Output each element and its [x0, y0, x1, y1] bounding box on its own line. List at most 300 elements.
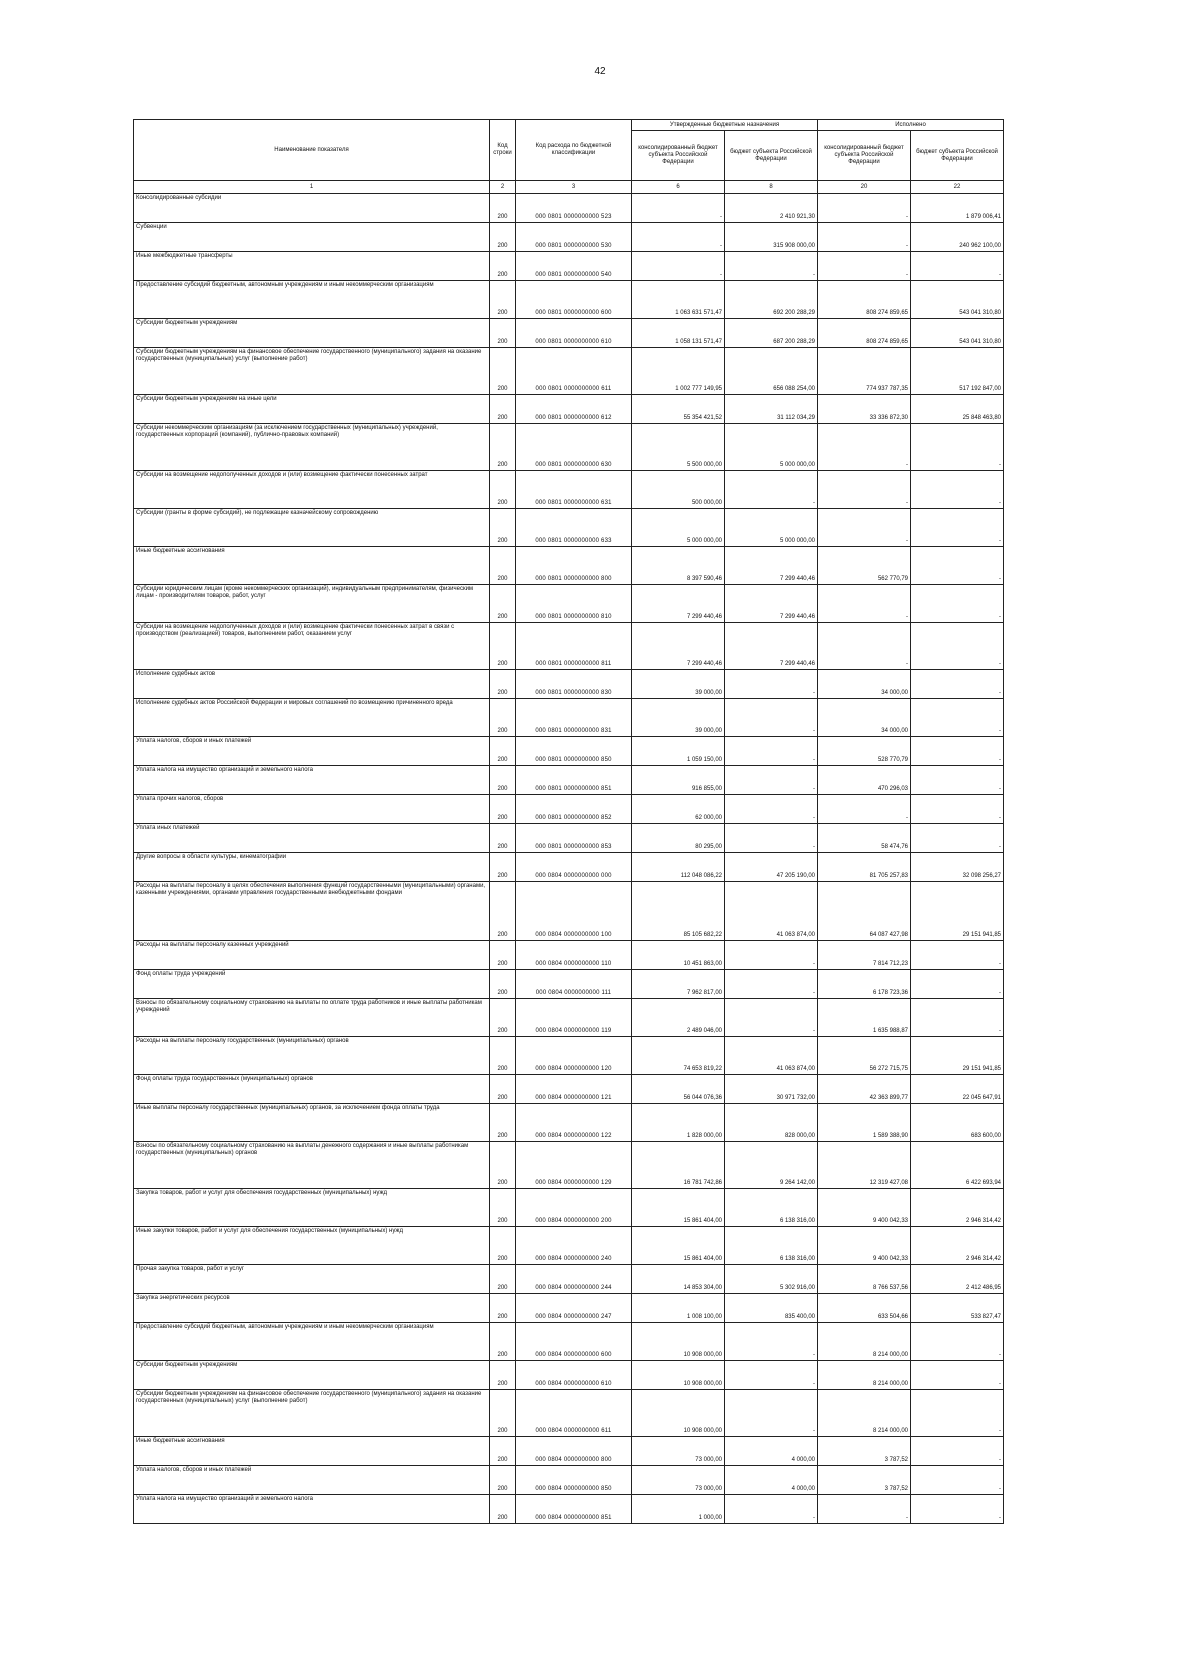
row-code-cell: 200	[490, 970, 516, 999]
budget-code-cell: 000 0804 0000000000 111	[516, 970, 632, 999]
indicator-name-cell: Иные выплаты персоналу государственных (муниципальных) органов, за исключением фонда оплаты труда	[134, 1104, 490, 1142]
indicator-name-cell: Предоставление субсидий бюджетным, автономным учреждениям и иным некоммерческим организациям	[134, 281, 490, 319]
executed-subject-cell: 517 192 847,00	[911, 348, 1004, 395]
executed-consolidated-cell: 12 319 427,08	[818, 1142, 911, 1189]
table-row	[134, 1323, 1004, 1361]
approved-consolidated-cell: -	[632, 194, 725, 223]
indicator-name-cell: Консолидированные субсидии	[134, 194, 490, 223]
approved-subject-cell: 47 205 190,00	[725, 853, 818, 882]
executed-consolidated-cell: -	[818, 509, 911, 547]
header-approved-group: Утвержденные бюджетные назначения	[632, 120, 818, 131]
executed-consolidated-cell: 3 787,52	[818, 1466, 911, 1495]
executed-subject-cell: -	[911, 1323, 1004, 1361]
table-row	[134, 1437, 1004, 1466]
executed-subject-cell: 1 879 006,41	[911, 194, 1004, 223]
row-code-cell: 200	[490, 1037, 516, 1075]
approved-subject-cell: -	[725, 1390, 818, 1437]
indicator-name-cell: Субсидии юридическим лицам (кроме некоммерческих организаций), индивидуальным предпринимателям, физическим лицам - производителям товаров, работ, услуг	[134, 585, 490, 623]
executed-subject-cell: -	[911, 1390, 1004, 1437]
approved-subject-cell: 30 971 732,00	[725, 1075, 818, 1104]
approved-subject-cell: 5 302 916,00	[725, 1265, 818, 1294]
approved-subject-cell: -	[725, 999, 818, 1037]
budget-code-cell: 000 0804 0000000000 611	[516, 1390, 632, 1437]
indicator-name-cell: Фонд оплаты труда государственных (муниципальных) органов	[134, 1075, 490, 1104]
row-code-cell: 200	[490, 941, 516, 970]
indicator-name-cell: Субсидии бюджетным учреждениям	[134, 1361, 490, 1390]
executed-subject-cell: 22 045 647,91	[911, 1075, 1004, 1104]
row-code-cell: 200	[490, 1294, 516, 1323]
executed-subject-cell: 25 848 463,80	[911, 395, 1004, 424]
budget-code-cell: 000 0804 0000000000 110	[516, 941, 632, 970]
executed-consolidated-cell: 3 787,52	[818, 1437, 911, 1466]
budget-code-cell: 000 0801 0000000000 630	[516, 424, 632, 471]
table-row	[134, 999, 1004, 1037]
executed-consolidated-cell: 64 087 427,98	[818, 882, 911, 941]
budget-code-cell: 000 0804 0000000000 850	[516, 1466, 632, 1495]
executed-subject-cell: 29 151 941,85	[911, 882, 1004, 941]
approved-consolidated-cell: 1 000,00	[632, 1495, 725, 1524]
row-code-cell: 200	[490, 509, 516, 547]
approved-consolidated-cell: 14 853 304,00	[632, 1265, 725, 1294]
approved-consolidated-cell: 15 861 404,00	[632, 1189, 725, 1227]
table-row	[134, 348, 1004, 395]
executed-consolidated-cell: 633 504,66	[818, 1294, 911, 1323]
indicator-name-cell: Субсидии бюджетным учреждениям	[134, 319, 490, 348]
executed-consolidated-cell: -	[818, 194, 911, 223]
indicator-name-cell: Субвенции	[134, 223, 490, 252]
budget-code-cell: 000 0801 0000000000 800	[516, 547, 632, 585]
approved-subject-cell: 5 000 000,00	[725, 509, 818, 547]
approved-subject-cell: 7 299 440,46	[725, 547, 818, 585]
row-code-cell: 200	[490, 1495, 516, 1524]
row-code-cell: 200	[490, 824, 516, 853]
approved-consolidated-cell: 16 781 742,86	[632, 1142, 725, 1189]
executed-consolidated-cell: 42 363 899,77	[818, 1075, 911, 1104]
indicator-name-cell: Субсидии на возмещение недополученных доходов и (или) возмещение фактически понесенных затрат	[134, 471, 490, 509]
column-number: 6	[632, 181, 725, 194]
row-code-cell: 200	[490, 1189, 516, 1227]
header-row-groups	[134, 120, 1004, 131]
executed-subject-cell: 2 412 486,95	[911, 1265, 1004, 1294]
approved-subject-cell: -	[725, 737, 818, 766]
approved-consolidated-cell: 56 044 076,36	[632, 1075, 725, 1104]
indicator-name-cell: Уплата налогов, сборов и иных платежей	[134, 737, 490, 766]
row-code-cell: 200	[490, 348, 516, 395]
approved-subject-cell: 4 000,00	[725, 1466, 818, 1495]
indicator-name-cell: Расходы на выплаты персоналу в целях обеспечения выполнения функций государственными (муниципальными) органами, казенными учреждениями, органами управления государственными внебюджетными фондами	[134, 882, 490, 941]
budget-code-cell: 000 0801 0000000000 831	[516, 699, 632, 737]
executed-consolidated-cell: 774 937 787,35	[818, 348, 911, 395]
approved-consolidated-cell: 500 000,00	[632, 471, 725, 509]
page-number: 42	[594, 66, 606, 77]
executed-consolidated-cell: 808 274 859,65	[818, 319, 911, 348]
row-code-cell: 200	[490, 1142, 516, 1189]
indicator-name-cell: Предоставление субсидий бюджетным, автономным учреждениям и иным некоммерческим организациям	[134, 1323, 490, 1361]
budget-code-cell: 000 0804 0000000000 610	[516, 1361, 632, 1390]
approved-subject-cell: 41 063 874,00	[725, 1037, 818, 1075]
approved-subject-cell: -	[725, 795, 818, 824]
column-number-row	[134, 181, 1004, 194]
approved-consolidated-cell: 39 000,00	[632, 699, 725, 737]
table-row	[134, 699, 1004, 737]
table-row	[134, 824, 1004, 853]
approved-consolidated-cell: 112 048 086,22	[632, 853, 725, 882]
row-code-cell: 200	[490, 1227, 516, 1265]
approved-subject-cell: 6 138 316,00	[725, 1189, 818, 1227]
row-code-cell: 200	[490, 194, 516, 223]
approved-consolidated-cell: 1 058 131 571,47	[632, 319, 725, 348]
indicator-name-cell: Исполнение судебных актов Российской Федерации и мировых соглашений по возмещению причиненного вреда	[134, 699, 490, 737]
executed-subject-cell: -	[911, 1495, 1004, 1524]
table-row	[134, 670, 1004, 699]
table-row	[134, 882, 1004, 941]
executed-consolidated-cell: 6 178 723,36	[818, 970, 911, 999]
table-row	[134, 970, 1004, 999]
indicator-name-cell: Другие вопросы в области культуры, кинематографии	[134, 853, 490, 882]
row-code-cell: 200	[490, 547, 516, 585]
approved-subject-cell: -	[725, 1361, 818, 1390]
budget-code-cell: 000 0801 0000000000 611	[516, 348, 632, 395]
indicator-name-cell: Исполнение судебных актов	[134, 670, 490, 699]
approved-consolidated-cell: 2 489 046,00	[632, 999, 725, 1037]
table-row	[134, 424, 1004, 471]
executed-subject-cell: 29 151 941,85	[911, 1037, 1004, 1075]
budget-code-cell: 000 0804 0000000000 120	[516, 1037, 632, 1075]
header-executed-consolidated: консолидированный бюджет субъекта Российской Федерации	[818, 131, 911, 181]
approved-consolidated-cell: 10 908 000,00	[632, 1390, 725, 1437]
approved-subject-cell: -	[725, 670, 818, 699]
table-row	[134, 547, 1004, 585]
executed-consolidated-cell: 8 214 000,00	[818, 1361, 911, 1390]
column-number: 1	[134, 181, 490, 194]
table-row	[134, 1495, 1004, 1524]
executed-consolidated-cell: -	[818, 223, 911, 252]
executed-subject-cell: -	[911, 1361, 1004, 1390]
row-code-cell: 200	[490, 471, 516, 509]
indicator-name-cell: Взносы по обязательному социальному страхованию на выплаты по оплате труда работников и иные выплаты работникам учреждений	[134, 999, 490, 1037]
budget-code-cell: 000 0801 0000000000 540	[516, 252, 632, 281]
budget-code-cell: 000 0801 0000000000 631	[516, 471, 632, 509]
table-row	[134, 737, 1004, 766]
table-row	[134, 1037, 1004, 1075]
approved-consolidated-cell: 85 105 682,22	[632, 882, 725, 941]
executed-subject-cell: -	[911, 252, 1004, 281]
header-row-code: Код строки	[490, 120, 516, 181]
table-row	[134, 395, 1004, 424]
executed-consolidated-cell: 8 766 537,56	[818, 1265, 911, 1294]
table-row	[134, 795, 1004, 824]
executed-subject-cell: 2 946 314,42	[911, 1227, 1004, 1265]
budget-code-cell: 000 0801 0000000000 850	[516, 737, 632, 766]
approved-consolidated-cell: 1 828 000,00	[632, 1104, 725, 1142]
approved-consolidated-cell: -	[632, 223, 725, 252]
indicator-name-cell: Взносы по обязательному социальному страхованию на выплаты денежного содержания и иные выплаты работникам государственных (муниципальных) органов	[134, 1142, 490, 1189]
table-row	[134, 1466, 1004, 1495]
indicator-name-cell: Уплата налога на имущество организаций и земельного налога	[134, 766, 490, 795]
approved-consolidated-cell: 916 855,00	[632, 766, 725, 795]
row-code-cell: 200	[490, 1390, 516, 1437]
approved-consolidated-cell: 39 000,00	[632, 670, 725, 699]
executed-subject-cell: -	[911, 424, 1004, 471]
executed-consolidated-cell: 34 000,00	[818, 699, 911, 737]
executed-subject-cell: 683 600,00	[911, 1104, 1004, 1142]
approved-consolidated-cell: 1 008 100,00	[632, 1294, 725, 1323]
row-code-cell: 200	[490, 319, 516, 348]
row-code-cell: 200	[490, 281, 516, 319]
budget-code-cell: 000 0804 0000000000 121	[516, 1075, 632, 1104]
executed-consolidated-cell: 81 705 257,83	[818, 853, 911, 882]
indicator-name-cell: Прочая закупка товаров, работ и услуг	[134, 1265, 490, 1294]
column-number: 2	[490, 181, 516, 194]
row-code-cell: 200	[490, 670, 516, 699]
row-code-cell: 200	[490, 1265, 516, 1294]
row-code-cell: 200	[490, 252, 516, 281]
approved-consolidated-cell: 1 059 150,00	[632, 737, 725, 766]
approved-subject-cell: 9 264 142,00	[725, 1142, 818, 1189]
indicator-name-cell: Субсидии некоммерческим организациям (за исключением государственных (муниципальных) учреждений, государственных корпораций (компаний), публично-правовых компаний)	[134, 424, 490, 471]
row-code-cell: 200	[490, 1437, 516, 1466]
indicator-name-cell: Расходы на выплаты персоналу казенных учреждений	[134, 941, 490, 970]
header-executed-group: Исполнено	[818, 120, 1004, 131]
table-row	[134, 623, 1004, 670]
executed-consolidated-cell: 8 214 000,00	[818, 1323, 911, 1361]
indicator-name-cell: Расходы на выплаты персоналу государственных (муниципальных) органов	[134, 1037, 490, 1075]
approved-consolidated-cell: 1 002 777 149,95	[632, 348, 725, 395]
table-row	[134, 766, 1004, 795]
approved-subject-cell: 656 088 254,00	[725, 348, 818, 395]
executed-consolidated-cell: 33 336 872,30	[818, 395, 911, 424]
executed-consolidated-cell: 34 000,00	[818, 670, 911, 699]
approved-consolidated-cell: 15 861 404,00	[632, 1227, 725, 1265]
table-row	[134, 1142, 1004, 1189]
approved-consolidated-cell: 5 500 000,00	[632, 424, 725, 471]
budget-code-cell: 000 0804 0000000000 800	[516, 1437, 632, 1466]
approved-consolidated-cell: 7 299 440,46	[632, 623, 725, 670]
executed-consolidated-cell: -	[818, 623, 911, 670]
table-row	[134, 281, 1004, 319]
approved-consolidated-cell: 7 299 440,46	[632, 585, 725, 623]
executed-subject-cell: -	[911, 585, 1004, 623]
approved-subject-cell: 2 410 921,30	[725, 194, 818, 223]
approved-subject-cell: 31 112 034,29	[725, 395, 818, 424]
executed-subject-cell: -	[911, 970, 1004, 999]
approved-subject-cell: 835 400,00	[725, 1294, 818, 1323]
header-indicator-name: Наименование показателя	[134, 120, 490, 181]
executed-consolidated-cell: -	[818, 471, 911, 509]
table-row	[134, 941, 1004, 970]
row-code-cell: 200	[490, 766, 516, 795]
indicator-name-cell: Фонд оплаты труда учреждений	[134, 970, 490, 999]
approved-subject-cell: 828 000,00	[725, 1104, 818, 1142]
approved-subject-cell: 5 000 000,00	[725, 424, 818, 471]
row-code-cell: 200	[490, 1323, 516, 1361]
row-code-cell: 200	[490, 623, 516, 670]
indicator-name-cell: Иные бюджетные ассигнования	[134, 547, 490, 585]
indicator-name-cell: Субсидии бюджетным учреждениям на иные цели	[134, 395, 490, 424]
executed-consolidated-cell: 528 770,79	[818, 737, 911, 766]
budget-code-cell: 000 0801 0000000000 810	[516, 585, 632, 623]
executed-consolidated-cell: 808 274 859,65	[818, 281, 911, 319]
indicator-name-cell: Уплата налогов, сборов и иных платежей	[134, 1466, 490, 1495]
table-row	[134, 252, 1004, 281]
column-number: 22	[911, 181, 1004, 194]
header-executed-subject: бюджет субъекта Российской Федерации	[911, 131, 1004, 181]
executed-subject-cell: 2 946 314,42	[911, 1189, 1004, 1227]
executed-subject-cell: -	[911, 824, 1004, 853]
executed-consolidated-cell: 56 272 715,75	[818, 1037, 911, 1075]
row-code-cell: 200	[490, 1104, 516, 1142]
indicator-name-cell: Уплата прочих налогов, сборов	[134, 795, 490, 824]
executed-subject-cell: -	[911, 999, 1004, 1037]
approved-subject-cell: 692 200 288,29	[725, 281, 818, 319]
executed-subject-cell: 543 041 310,80	[911, 281, 1004, 319]
executed-subject-cell: 32 098 256,27	[911, 853, 1004, 882]
executed-consolidated-cell: 562 770,79	[818, 547, 911, 585]
header-approved-consolidated: консолидированный бюджет субъекта Российской Федерации	[632, 131, 725, 181]
executed-consolidated-cell: 9 400 042,33	[818, 1189, 911, 1227]
budget-code-cell: 000 0801 0000000000 530	[516, 223, 632, 252]
approved-subject-cell: 315 908 000,00	[725, 223, 818, 252]
approved-subject-cell: 6 138 316,00	[725, 1227, 818, 1265]
approved-consolidated-cell: 62 000,00	[632, 795, 725, 824]
table-body	[134, 194, 1004, 1524]
row-code-cell: 200	[490, 699, 516, 737]
executed-subject-cell: -	[911, 623, 1004, 670]
indicator-name-cell: Субсидии бюджетным учреждениям на финансовое обеспечение государственного (муниципального) задания на оказание государственных (муниципальных) услуг (выполнение работ)	[134, 348, 490, 395]
budget-code-cell: 000 0801 0000000000 523	[516, 194, 632, 223]
table-row	[134, 223, 1004, 252]
executed-subject-cell: -	[911, 1466, 1004, 1495]
approved-subject-cell: 7 299 440,46	[725, 623, 818, 670]
approved-consolidated-cell: 10 451 863,00	[632, 941, 725, 970]
approved-consolidated-cell: 10 908 000,00	[632, 1361, 725, 1390]
executed-subject-cell: 240 962 100,00	[911, 223, 1004, 252]
indicator-name-cell: Субсидии бюджетным учреждениям на финансовое обеспечение государственного (муниципального) задания на оказание государственных (муниципальных) услуг (выполнение работ)	[134, 1390, 490, 1437]
approved-subject-cell: 687 200 288,29	[725, 319, 818, 348]
executed-subject-cell: -	[911, 670, 1004, 699]
budget-code-cell: 000 0804 0000000000 200	[516, 1189, 632, 1227]
executed-consolidated-cell: -	[818, 795, 911, 824]
row-code-cell: 200	[490, 1361, 516, 1390]
row-code-cell: 200	[490, 585, 516, 623]
executed-subject-cell: -	[911, 941, 1004, 970]
executed-consolidated-cell: 470 296,03	[818, 766, 911, 795]
approved-subject-cell: -	[725, 970, 818, 999]
column-number: 3	[516, 181, 632, 194]
table-row	[134, 1390, 1004, 1437]
row-code-cell: 200	[490, 737, 516, 766]
approved-consolidated-cell: 8 397 590,46	[632, 547, 725, 585]
budget-code-cell: 000 0804 0000000000 100	[516, 882, 632, 941]
executed-consolidated-cell: 1 635 988,87	[818, 999, 911, 1037]
executed-subject-cell: -	[911, 1437, 1004, 1466]
indicator-name-cell: Иные бюджетные ассигнования	[134, 1437, 490, 1466]
approved-subject-cell: -	[725, 941, 818, 970]
table-row	[134, 471, 1004, 509]
approved-subject-cell: -	[725, 252, 818, 281]
budget-code-cell: 000 0804 0000000000 851	[516, 1495, 632, 1524]
approved-consolidated-cell: 73 000,00	[632, 1437, 725, 1466]
table-row	[134, 585, 1004, 623]
budget-code-cell: 000 0801 0000000000 610	[516, 319, 632, 348]
budget-code-cell: 000 0801 0000000000 811	[516, 623, 632, 670]
indicator-name-cell: Закупка энергетических ресурсов	[134, 1294, 490, 1323]
budget-code-cell: 000 0804 0000000000 119	[516, 999, 632, 1037]
executed-subject-cell: 543 041 310,80	[911, 319, 1004, 348]
table-row	[134, 1227, 1004, 1265]
approved-consolidated-cell: 80 295,00	[632, 824, 725, 853]
executed-consolidated-cell: 9 400 042,33	[818, 1227, 911, 1265]
row-code-cell: 200	[490, 395, 516, 424]
executed-subject-cell: -	[911, 737, 1004, 766]
row-code-cell: 200	[490, 853, 516, 882]
approved-subject-cell: -	[725, 1495, 818, 1524]
executed-subject-cell: -	[911, 766, 1004, 795]
budget-code-cell: 000 0804 0000000000 129	[516, 1142, 632, 1189]
budget-code-cell: 000 0804 0000000000 600	[516, 1323, 632, 1361]
approved-subject-cell: 41 063 874,00	[725, 882, 818, 941]
indicator-name-cell: Иные межбюджетные трансферты	[134, 252, 490, 281]
row-code-cell: 200	[490, 223, 516, 252]
table-row	[134, 1075, 1004, 1104]
budget-code-cell: 000 0801 0000000000 851	[516, 766, 632, 795]
executed-subject-cell: -	[911, 795, 1004, 824]
executed-consolidated-cell: -	[818, 585, 911, 623]
approved-subject-cell: -	[725, 766, 818, 795]
executed-consolidated-cell: 58 474,76	[818, 824, 911, 853]
executed-subject-cell: -	[911, 547, 1004, 585]
executed-consolidated-cell: 1 589 388,90	[818, 1104, 911, 1142]
table-row	[134, 319, 1004, 348]
row-code-cell: 200	[490, 882, 516, 941]
approved-consolidated-cell: 10 908 000,00	[632, 1323, 725, 1361]
approved-consolidated-cell: 55 354 421,52	[632, 395, 725, 424]
table-row	[134, 853, 1004, 882]
row-code-cell: 200	[490, 424, 516, 471]
executed-subject-cell: 533 827,47	[911, 1294, 1004, 1323]
table-row	[134, 1104, 1004, 1142]
approved-subject-cell: -	[725, 1323, 818, 1361]
approved-consolidated-cell: -	[632, 252, 725, 281]
approved-subject-cell: -	[725, 824, 818, 853]
executed-subject-cell: -	[911, 509, 1004, 547]
indicator-name-cell: Закупка товаров, работ и услуг для обеспечения государственных (муниципальных) нужд	[134, 1189, 490, 1227]
executed-subject-cell: -	[911, 471, 1004, 509]
approved-consolidated-cell: 74 653 819,22	[632, 1037, 725, 1075]
approved-consolidated-cell: 73 000,00	[632, 1466, 725, 1495]
budget-code-cell: 000 0804 0000000000 244	[516, 1265, 632, 1294]
indicator-name-cell: Субсидии на возмещение недополученных доходов и (или) возмещение фактически понесенных затрат в связи с производством (реализацией) товаров, выполнением работ, оказанием услуг	[134, 623, 490, 670]
table-row	[134, 1189, 1004, 1227]
approved-subject-cell: -	[725, 699, 818, 737]
budget-code-cell: 000 0804 0000000000 122	[516, 1104, 632, 1142]
approved-consolidated-cell: 1 063 631 571,47	[632, 281, 725, 319]
budget-code-cell: 000 0801 0000000000 830	[516, 670, 632, 699]
table-row	[134, 509, 1004, 547]
row-code-cell: 200	[490, 999, 516, 1037]
budget-code-cell: 000 0804 0000000000 240	[516, 1227, 632, 1265]
executed-consolidated-cell: -	[818, 424, 911, 471]
approved-consolidated-cell: 7 962 817,00	[632, 970, 725, 999]
budget-code-cell: 000 0801 0000000000 612	[516, 395, 632, 424]
executed-consolidated-cell: 8 214 000,00	[818, 1390, 911, 1437]
executed-subject-cell: 6 422 693,94	[911, 1142, 1004, 1189]
row-code-cell: 200	[490, 1466, 516, 1495]
row-code-cell: 200	[490, 795, 516, 824]
header-approved-subject: бюджет субъекта Российской Федерации	[725, 131, 818, 181]
budget-code-cell: 000 0801 0000000000 600	[516, 281, 632, 319]
table-row	[134, 1294, 1004, 1323]
